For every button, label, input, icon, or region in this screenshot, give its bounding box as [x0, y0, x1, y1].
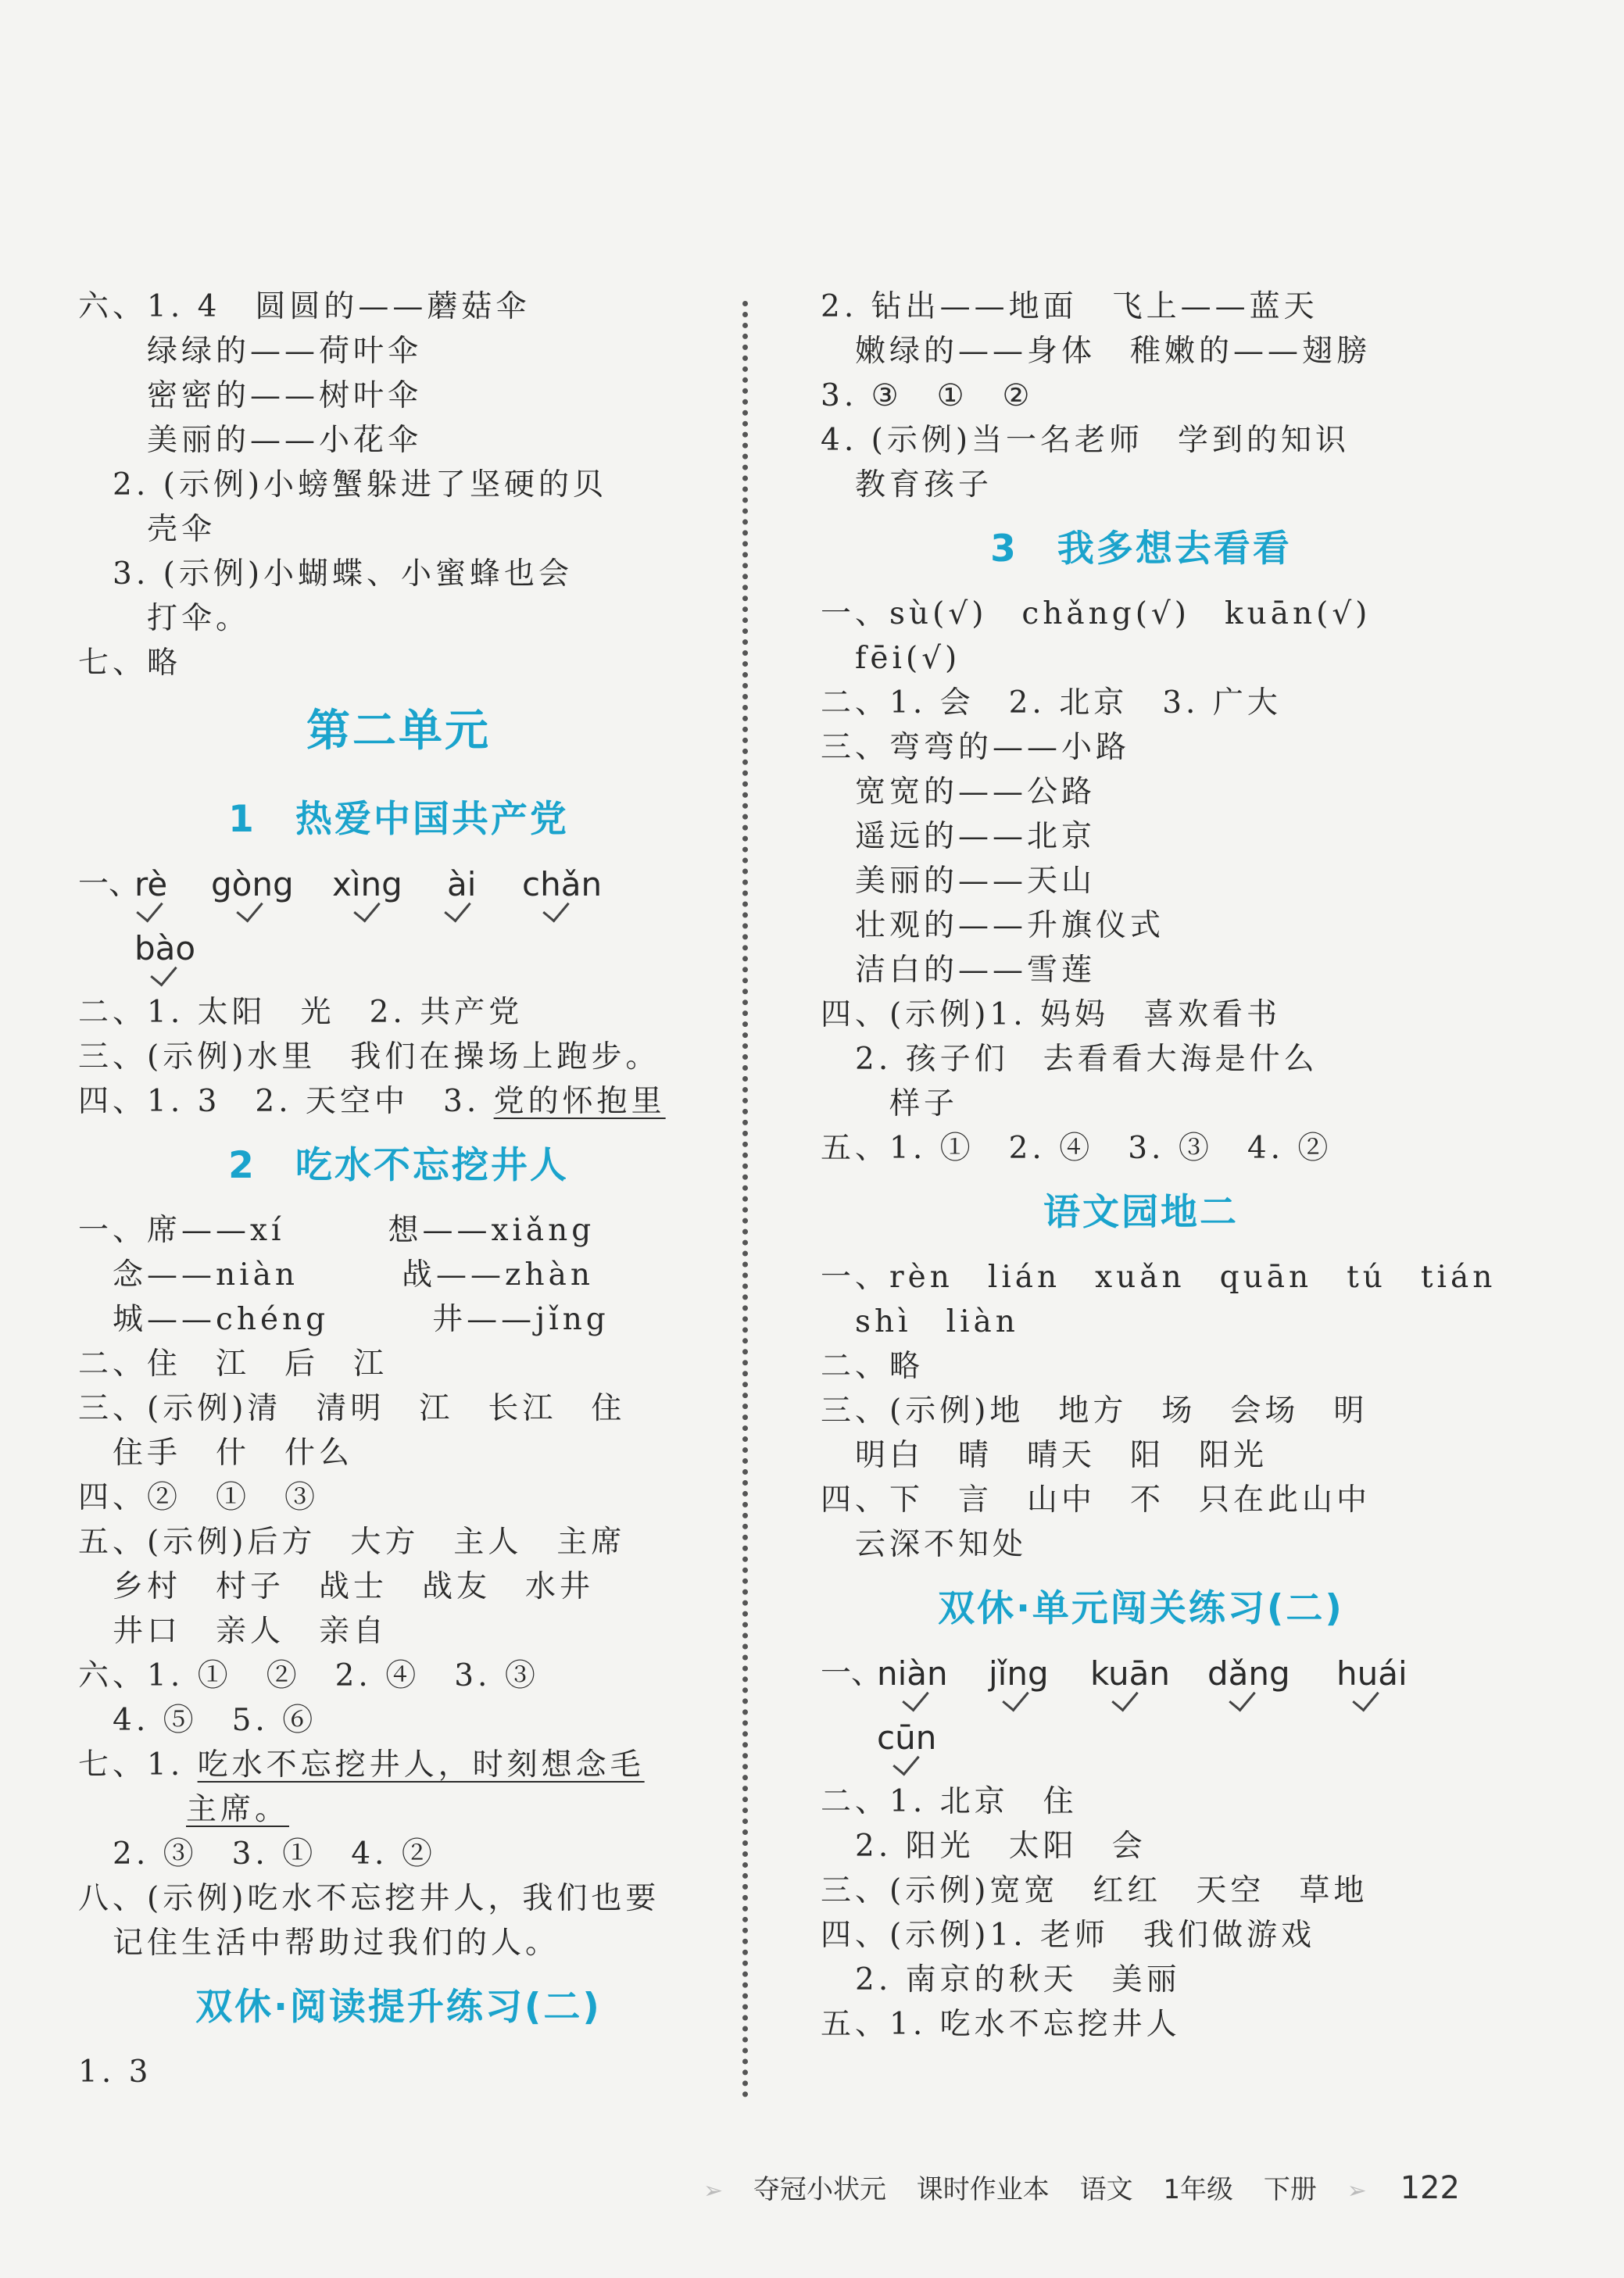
pinyin-word: jǐng	[989, 1654, 1049, 1693]
answer-text: 四、1. 3 2. 天空中 3.	[78, 1084, 494, 1119]
arrow-icon: ➢	[1347, 2177, 1367, 2205]
answer-line: 明白 晴 晴天 阳 阳光	[821, 1438, 1268, 1473]
answer-line: 遥远的——北京	[821, 819, 1096, 854]
lesson-1-title: 1 热爱中国共产党	[228, 798, 569, 841]
answer-line	[78, 1743, 719, 1787]
answer-line: 四、(示例)1. 老师 我们做游戏	[821, 1918, 1316, 1953]
footer-volume: 下册	[1263, 2174, 1317, 2205]
answer-line: 二、住 江 后 江	[78, 1346, 388, 1382]
chinese-garden-title: 语文园地二	[1043, 1191, 1239, 1234]
pinyin-word: gòng	[211, 865, 294, 903]
answer-line: 五、1. ① 2. ④ 3. ③ 4. ②	[821, 1131, 1332, 1166]
answer-line: 三、(示例)宽宽 红红 天空 草地	[821, 1873, 1368, 1908]
underlined-answer: 吃水不忘挖井人，时刻想念毛	[197, 1747, 645, 1783]
answer-line: 住手 什 什么	[78, 1436, 354, 1471]
answer-line: 教育孩子	[821, 467, 993, 502]
pinyin-word: rè	[134, 865, 168, 903]
answer-line: 四、(示例)1. 妈妈 喜欢看书	[821, 997, 1282, 1032]
left-column	[78, 284, 719, 2094]
answer-line: 念——niàn 战——zhàn	[78, 1257, 594, 1293]
answer-line: 五、1. 吃水不忘挖井人	[821, 2007, 1181, 2042]
answer-line: 壮观的——升旗仪式	[821, 908, 1165, 943]
answer-line: 3. (示例)小蝴蝶、小蜜蜂也会	[78, 556, 574, 592]
page-footer	[703, 2165, 1460, 2212]
footer-subject: 语文	[1079, 2174, 1133, 2205]
arrow-icon: ➢	[703, 2177, 724, 2205]
pinyin-word: huái	[1336, 1654, 1408, 1693]
answer-line: 四、② ① ③	[78, 1480, 320, 1515]
answer-line	[78, 1079, 719, 1124]
pinyin-row	[821, 1651, 1461, 1715]
answer-line: 一、席——xí 想——xiǎng	[78, 1213, 596, 1248]
answer-line: 二、1. 会 2. 北京 3. 广大	[821, 685, 1282, 721]
answer-line: 样子	[821, 1086, 959, 1121]
answer-line: 一、sù(√) chǎng(√) kuān(√)	[821, 596, 1372, 631]
answer-line: 六、1. ① ② 2. ④ 3. ③	[78, 1658, 539, 1693]
answer-line: 二、略	[821, 1349, 925, 1384]
answer-line: 三、(示例)地 地方 场 会场 明	[821, 1393, 1368, 1429]
answer-line: 1. 3	[78, 2054, 152, 2090]
answer-line: 4. ⑤ 5. ⑥	[78, 1703, 317, 1738]
unit-practice-title: 双休·单元闯关练习(二)	[938, 1587, 1344, 1630]
question-label: 一、	[78, 867, 140, 902]
pinyin-word: bào	[134, 929, 196, 967]
question-label: 一、	[821, 1656, 882, 1691]
answer-line: 2. 钻出——地面 飞上——蓝天	[821, 289, 1318, 324]
footer-book: 课时作业本	[916, 2174, 1050, 2205]
lesson-3-title: 3 我多想去看看	[990, 527, 1292, 570]
answer-line: 3. ③ ① ②	[821, 378, 1034, 413]
pinyin-word: xìng	[332, 865, 402, 903]
answer-line: 三、(示例)清 清明 江 长江 住	[78, 1391, 626, 1426]
answer-line: 壳伞	[78, 512, 216, 547]
page-number: 122	[1400, 2170, 1460, 2206]
answer-line: 打伞。	[78, 601, 251, 636]
answer-line: 四、下 言 山中 不 只在此山中	[821, 1482, 1372, 1518]
answer-line: 六、1. 4 圆圆的——蘑菇伞	[78, 289, 531, 324]
pinyin-row	[78, 862, 719, 926]
underlined-answer: 主席。	[186, 1792, 290, 1827]
answer-line: fēi(√)	[821, 641, 961, 676]
answer-line: 2. 南京的秋天 美丽	[821, 1962, 1181, 1997]
answer-line: 一、rèn lián xuǎn quān tú tián	[821, 1260, 1497, 1295]
pinyin-word: cūn	[877, 1718, 937, 1757]
answer-text: 七、1.	[78, 1747, 198, 1783]
answer-line: 三、弯弯的——小路	[821, 730, 1131, 765]
pinyin-row	[78, 926, 719, 990]
answer-line: 城——chéng 井——jǐng	[78, 1302, 610, 1337]
pinyin-word: kuān	[1090, 1654, 1171, 1693]
right-column	[821, 284, 1497, 2047]
answer-line: 美丽的——天山	[821, 864, 1096, 899]
answer-line: 绿绿的——荷叶伞	[78, 334, 423, 369]
answer-line: 4. (示例)当一名老师 学到的知识	[821, 423, 1350, 458]
answer-line: 2. 孩子们 去看看大海是什么	[821, 1042, 1318, 1077]
answer-line: 三、(示例)水里 我们在操场上跑步。	[78, 1039, 660, 1075]
section-7: 七、略	[78, 645, 182, 681]
pinyin-word: ài	[447, 865, 477, 903]
answer-line: 密密的——树叶伞	[78, 378, 423, 413]
answer-line: 云深不知处	[821, 1527, 1028, 1562]
lesson-2-title: 2 吃水不忘挖井人	[228, 1144, 569, 1187]
answer-line: 洁白的——雪莲	[821, 953, 1096, 988]
pinyin-word: niàn	[877, 1654, 948, 1693]
answer-line: 二、1. 太阳 光 2. 共产党	[78, 995, 524, 1030]
unit-title: 第二单元	[306, 706, 491, 756]
answer-line: 八、(示例)吃水不忘挖井人，我们也要	[78, 1881, 660, 1916]
answer-line: 乡村 村子 战士 战友 水井	[78, 1569, 595, 1604]
answer-line: 嫩绿的——身体 稚嫩的——翅膀	[821, 334, 1372, 369]
reading-practice-title: 双休·阅读提升练习(二)	[195, 1986, 602, 2029]
answer-line: 美丽的——小花伞	[78, 423, 423, 458]
answer-line: 宽宽的——公路	[821, 774, 1096, 810]
answer-line: 2. (示例)小螃蟹躲进了坚硬的贝	[78, 467, 608, 502]
pinyin-row	[821, 1715, 1461, 1779]
answer-line: 二、1. 北京 住	[821, 1784, 1078, 1819]
answer-line: shì liàn	[821, 1304, 1019, 1339]
section-6	[78, 284, 719, 641]
pinyin-word: dǎng	[1207, 1654, 1290, 1693]
answer-line: 五、(示例)后方 大方 主人 主席	[78, 1525, 626, 1560]
footer-brand: 夺冠小状元	[753, 2174, 886, 2205]
footer-grade: 1年级	[1163, 2174, 1234, 2205]
answer-line: 井口 亲人 亲自	[78, 1614, 388, 1649]
answer-line: 2. ③ 3. ① 4. ②	[78, 1836, 436, 1872]
answer-line: 记住生活中帮助过我们的人。	[78, 1926, 560, 1961]
underlined-answer: 党的怀抱里	[493, 1084, 666, 1119]
pinyin-word: chǎn	[522, 865, 603, 903]
answer-line: 2. 阳光 太阳 会	[821, 1829, 1146, 1864]
column-divider	[742, 301, 748, 2098]
answer-line	[78, 1787, 719, 1832]
